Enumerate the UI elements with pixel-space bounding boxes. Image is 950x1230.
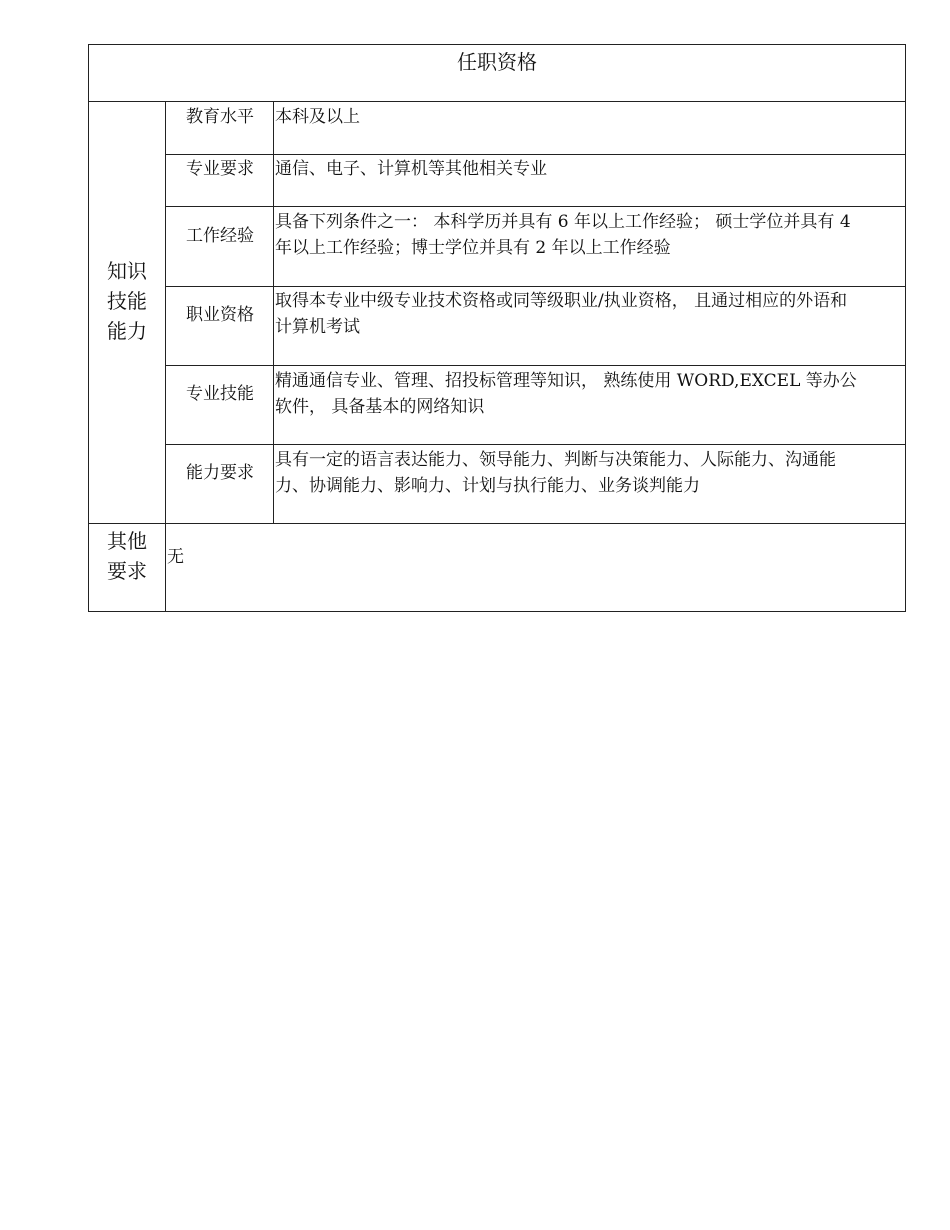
value-line: 精通通信专业、管理、招投标管理等知识， 熟练使用 WORD,EXCEL 等办公 <box>275 371 857 391</box>
field-label-experience: 工作经验 <box>186 226 254 246</box>
group-label-line: 知识 <box>107 259 147 283</box>
field-value-other: 无 <box>167 547 184 567</box>
field-value-major <box>275 156 903 182</box>
field-label-abilities: 能力要求 <box>186 463 254 483</box>
table-rule <box>166 365 906 366</box>
value-line: 年以上工作经验；博士学位并具有 2 年以上工作经验 <box>275 238 671 258</box>
value-line: 计算机考试 <box>275 317 360 337</box>
table-rule <box>166 206 906 207</box>
value-line: 取得本专业中级专业技术资格或同等级职业/执业资格， 且通过相应的外语和 <box>275 291 848 311</box>
field-value-skills <box>275 368 903 420</box>
field-value-education <box>275 104 903 130</box>
field-value-certification <box>275 288 903 340</box>
value-line: 具有一定的语言表达能力、领导能力、判断与决策能力、人际能力、沟通能 <box>275 450 836 470</box>
field-label-major: 专业要求 <box>186 159 254 179</box>
group-label-line: 要求 <box>107 559 147 583</box>
table-rule <box>88 523 906 524</box>
group-label-knowledge <box>88 256 166 346</box>
table-title: 任职资格 <box>457 50 537 74</box>
group-label-line: 其他 <box>107 529 147 553</box>
value-line: 力、协调能力、影响力、计划与执行能力、业务谈判能力 <box>275 476 700 496</box>
field-label-certification: 职业资格 <box>186 305 254 325</box>
value-line: 具备下列条件之一： 本科学历并具有 6 年以上工作经验； 硕士学位并具有 4 <box>275 212 851 232</box>
group-label-line: 技能 <box>107 289 147 313</box>
field-label-education: 教育水平 <box>186 107 254 127</box>
field-label-skills: 专业技能 <box>186 384 254 404</box>
value-line: 软件， 具备基本的网络知识 <box>275 397 485 417</box>
table-rule <box>166 444 906 445</box>
table-rule <box>166 286 906 287</box>
group-label-line: 能力 <box>107 319 147 343</box>
table-rule <box>166 154 906 155</box>
value-line: 本科及以上 <box>275 107 360 127</box>
value-line: 通信、电子、计算机等其他相关专业 <box>275 159 547 179</box>
field-value-abilities <box>275 447 903 499</box>
group-label-other <box>88 526 166 586</box>
field-value-experience <box>275 209 903 261</box>
table-rule <box>88 101 906 102</box>
